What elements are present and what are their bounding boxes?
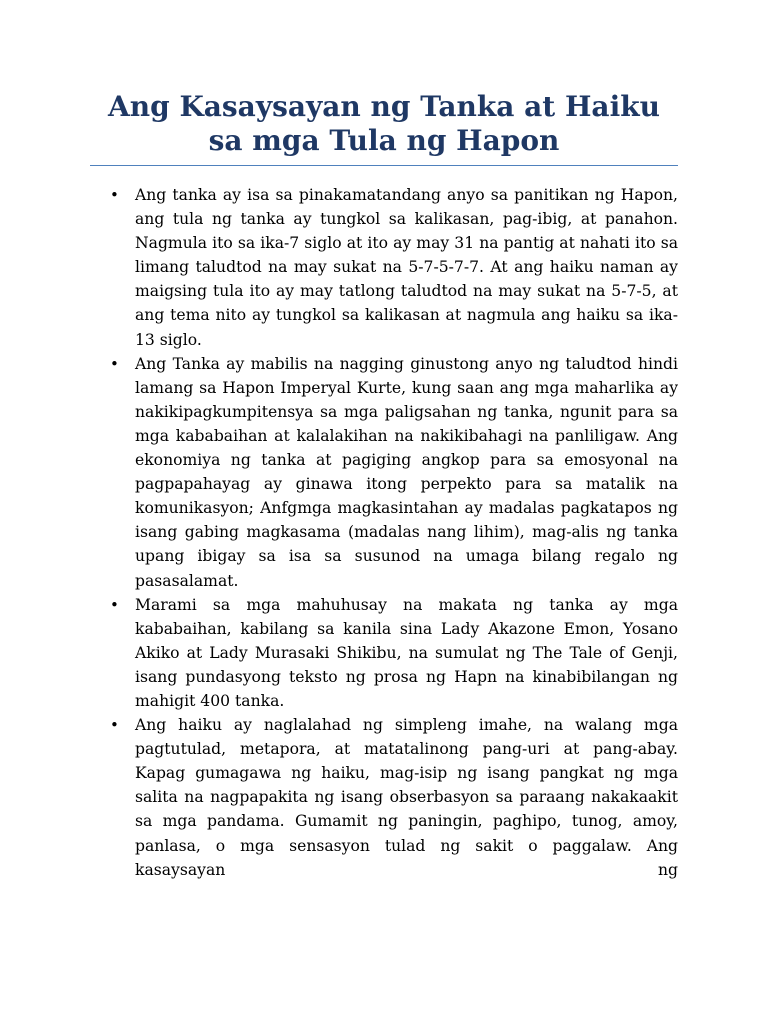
- bullet-icon: •: [110, 595, 119, 614]
- list-item: [110, 713, 678, 882]
- paragraph-text: Marami sa mga mahuhusay na makata ng tanka ay mga kababaihan, kabilang sa kanila sina Lady Akazone Emon, Yosano Akiko at Lady Murasaki Shikibu, na sumulat ng The Tale of Genji, isang pundasyong teksto ng prosa ng Hapn na kinabibilangan ng mahigit 400 tanka.: [135, 595, 678, 710]
- bullet-list: [110, 183, 678, 882]
- list-item: [110, 183, 678, 352]
- paragraph-text: Ang tanka ay isa sa pinakamatandang anyo sa panitikan ng Hapon, ang tula ng tanka ay tungkol sa kalikasan, pag-ibig, at panahon. Nagmula ito sa ika-7 siglo at ito ay may 31 na pantig at nahati ito sa limang taludtod na may sukat na 5-7-5-7-7. At ang haiku naman ay maigsing tula ito ay may tatlong taludtod na may sukat na 5-7-5, at ang tema nito ay tungkol sa kalikasan at nagmula ang haiku sa ika-13 siglo.: [135, 186, 678, 349]
- list-item: [110, 352, 678, 593]
- bullet-icon: •: [110, 716, 119, 735]
- title-divider: [90, 165, 678, 166]
- bullet-icon: •: [110, 186, 119, 204]
- list-item: [110, 593, 678, 713]
- paragraph-text: Ang Tanka ay mabilis na nagging ginustong anyo ng taludtod hindi lamang sa Hapon Imperyal Kurte, kung saan ang mga maharlika ay nakikipagkumpitensya sa mga paligsahan ng tanka, ngunit para sa mga kababaihan at kalalakihan na nakikibahagi na panliligaw. Ang ekonomiya ng tanka at pagiging angkop para sa emosyonal na pagpapahayag ay ginawa itong perpekto para sa matalik na komunikasyon; Anfgmga magkasintahan ay madalas pagkatapos ng isang gabing magkasama (madalas nang lihim), mag-alis ng tanka upang ibigay sa isa sa susunod na umaga bilang regalo ng pasasalamat.: [135, 354, 678, 590]
- paragraph-text: Ang haiku ay naglalahad ng simpleng imahe, na walang mga pagtutulad, metapora, at matatalinong pang-uri at pang-abay. Kapag gumagawa ng haiku, mag-isip ng isang pangkat ng mga salita na nagpapakita ng isang obserbasyon sa paraang nakakaakit sa mga pandama. Gumamit ng paningin, paghipo, tunog, amoy, panlasa, o mga sensasyon tulad ng sakit o paggalaw. Ang kasaysayan ng: [135, 716, 678, 879]
- bullet-icon: •: [110, 354, 119, 373]
- document-title: Ang Kasaysayan ng Tanka at Haiku sa mga Tula ng Hapon: [108, 90, 660, 157]
